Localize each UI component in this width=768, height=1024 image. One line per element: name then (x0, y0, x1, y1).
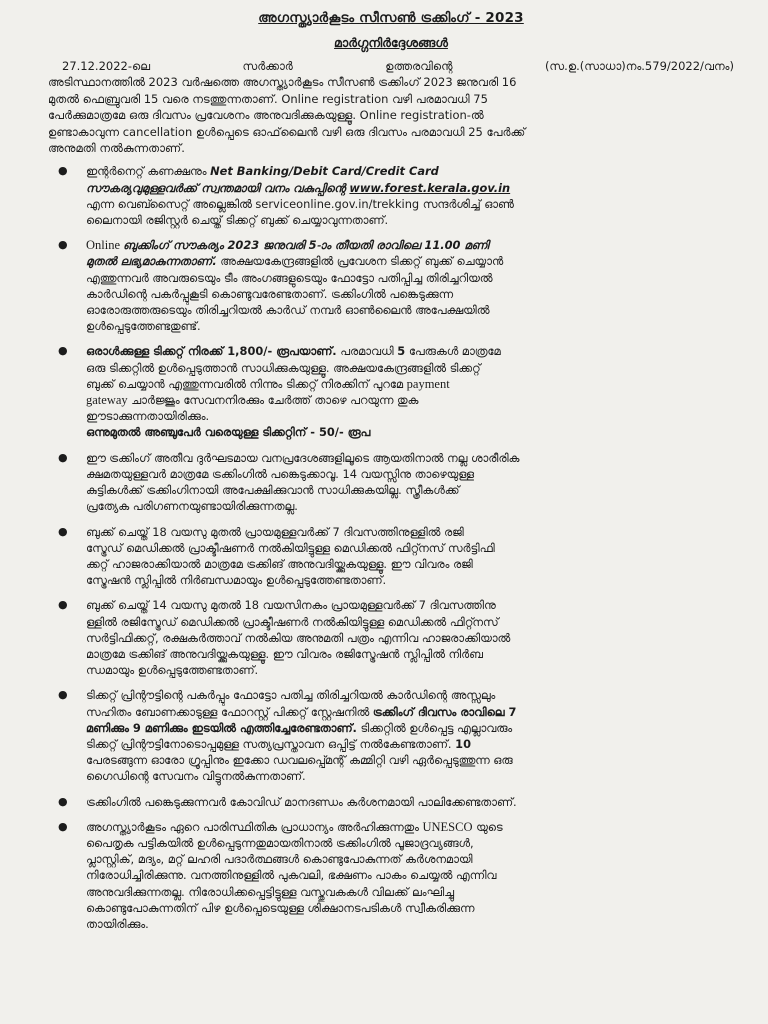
bullet-icon: ● (58, 344, 68, 358)
point-text: സഹിതം ബോണക്കാടുള്ള ഫോറസ്റ്റ് പിക്കറ്റ് സ്റ്റേഷനിൽ (86, 704, 373, 719)
point-line: എത്തുന്നവർ അവരുടെയും ടീം അംഗങ്ങളുടെയും ഫോട്ടോ പതിപ്പിച്ച തിരിച്ചറിയൽ (86, 270, 493, 285)
point-line: സ്ട്രേഡ് മെഡിക്കൽ പ്രാക്ടീഷണർ നൽകിയിട്ടുള്ള മെഡിക്കൽ ഫിറ്റ്നസ് സർട്ടിഫി (86, 540, 495, 555)
point-text: പേരുകൾ മാത്രമേ (405, 344, 501, 359)
point-line: ട്രക്കിംഗിൽ പങ്കെടുക്കുന്നവർ കോവിഡ് മാനദണ്ഡം കർശനമായി പാലിക്കേണ്ടതാണ്. (86, 794, 517, 809)
intro-paragraph (48, 58, 734, 156)
guideline-fitness-18 (48, 524, 734, 589)
bullet-icon: ● (58, 524, 68, 538)
point-text: ടിക്കറ്റിൽ ഉൾപ്പെട്ട എല്ലാവരും (356, 720, 513, 735)
document-subtitle: മാർഗ്ഗനിർദ്ദേശങ്ങൾ (334, 35, 448, 50)
bullet-icon: ● (58, 598, 68, 612)
point-line: നിരോധിച്ചിരിക്കുന്നു. വനത്തിനുള്ളിൽ പുകവലി, ഭക്ഷണം പാകം ചെയ്യൽ എന്നിവ (86, 868, 497, 883)
point-text: യുടെ (472, 819, 503, 834)
point-text: മുതൽ ലഭ്യമാകുന്നതാണ്. (86, 254, 217, 269)
forest-website-link[interactable]: www.forest.kerala.gov.in (349, 180, 511, 195)
point-text: ചാർജ്ജും സേവനനിരക്കും ചേർത്ത് താഴെ പറയുന്ന തുക (127, 393, 419, 408)
document-title: അഗസ്ത്യാർകൂടം സീസൺ ട്രക്കിംഗ് - 2023 (258, 10, 524, 26)
point-line: ഓരോരുത്തരുടെയും തിരിച്ചറിയൽ കാർഡ് നമ്പർ ഓൺലൈൻ അപേക്ഷയിൽ (86, 303, 490, 318)
point-text: ബുക്ക് ചെയ്യാൻ എത്തുന്നവരിൽ നിന്നും ടിക്കറ്റ് നിരക്കിന് പുറമേ (86, 376, 407, 391)
point-line (86, 736, 734, 752)
point-text: ഇന്റർനെറ്റ് കണക്ഷനും (86, 164, 211, 179)
order-date: 27.12.2022-ലെ (62, 59, 151, 73)
service-charge-line: ഒന്നുമുതൽ അഞ്ചുപേർ വരെയുള്ള ടിക്കറ്റിന് - 50/- രൂപ (86, 425, 371, 440)
guideline-unesco (48, 819, 734, 932)
guideline-id-card (48, 687, 734, 784)
point-line (86, 720, 734, 736)
guideline-ticket-rate (48, 343, 734, 440)
intro-line-4: പേർക്കുമാത്രമേ ഒരു ദിവസം പ്രവേശനം അനുവദിക്കുകയുള്ളൂ. Online registration-ൽ (48, 108, 484, 123)
point-line: പ്രത്യേക പരിഗണനയുണ്ടായിരിക്കുന്നതല്ല. (86, 499, 298, 514)
point-line: ഈ ട്രക്കിംഗ് അതീവ ദുർഘടമായ വനപ്രദേശങ്ങളിലൂടെ ആയതിനാൽ നല്ല ശാരീരിക (86, 450, 520, 465)
point-line: ലൈനായി രജിസ്റ്റർ ചെയ്ത് ടിക്കറ്റ് ബുക്ക് ചെയ്യാവുന്നതാണ്. (86, 213, 389, 228)
point-line: എന്ന വെബ്സൈറ്റ് അല്ലെങ്കിൽ serviceonline.gov.in/trekking സന്ദർശിച്ച് ഓൺ (86, 196, 514, 211)
point-line (86, 343, 734, 359)
guideline-covid (48, 794, 734, 810)
ticket-price: ഒരാൾക്കുള്ള ടിക്കറ്റ് നിരക്ക് 1,800/- രൂപയാണ്. (86, 344, 337, 359)
bullet-icon: ● (58, 164, 68, 178)
bullet-icon: ● (58, 238, 68, 252)
guideline-list (48, 163, 734, 932)
point-line: കാർഡിന്റെ പകർപ്പുകൂടി കൊണ്ടുവരേണ്ടതാണ്. ട്രക്കിംഗിൽ പങ്കെടുക്കുന്ന (86, 286, 454, 301)
point-line: സർട്ടിഫിക്കറ്റ്, രക്ഷകർത്താവ് നൽകിയ അനുമതി പത്രം എന്നിവ ഹാജരാക്കിയാൽ (86, 630, 511, 645)
point-line: പ്ലാസ്റ്റിക്, മദ്യം, മറ്റ് ലഹരി പദാർത്ഥങ്ങൾ കൊണ്ടുപോകുന്നത് കർശനമായി (86, 852, 473, 867)
point-line: കൊണ്ടുപോകുന്നതിന് പിഴ ഉൾപ്പെടെയുള്ള ശിക്ഷാനടപടികൾ സ്വീകരിക്കുന്ന (86, 900, 475, 915)
reporting-time: ട്രക്കിംഗ് ദിവസം രാവിലെ 7 (372, 704, 517, 719)
point-text: സൗകര്യവുമുള്ളവർക്ക് സ്വന്തമായി വനം വകുപ്പിന്റെ (86, 180, 350, 195)
payment-methods: Net Banking/Debit Card/Credit Card (210, 164, 439, 179)
unesco-label: UNESCO (422, 819, 473, 834)
point-line: കുട്ടികൾക്ക് ട്രക്കിംഗിനായി അപേക്ഷിക്കുവാൻ സാധിക്കുകയില്ല. സ്ത്രീകൾക്ക് (86, 483, 460, 498)
point-line (86, 253, 734, 269)
bullet-icon: ● (58, 819, 68, 833)
point-line: ടിക്കറ്റ് പ്രിന്റൗട്ടിന്റെ പകർപ്പും ഫോട്ടോ പതിച്ച തിരിച്ചറിയൽ കാർഡിന്റെ അസ്സലും (86, 688, 496, 703)
order-reference: (സ.ഉ.(സാധാ)നം.579/2022/വനം) (544, 59, 734, 73)
intro-line-2: അടിസ്ഥാനത്തിൽ 2023 വർഷത്തെ അഗസ്ത്യാർകൂടം സീസൺ ട്രക്കിംഗ് 2023 ജനുവരി 16 (48, 75, 517, 90)
bullet-icon: ● (58, 688, 68, 702)
point-line: പൈതൃക പട്ടികയിൽ ഉൾപ്പെടുന്നതുമായതിനാൽ ട്രക്കിംഗിൽ പൂജാദ്രവ്യങ്ങൾ, (86, 835, 474, 850)
point-line: ക്ഷമതയുള്ളവർ മാത്രമേ ട്രക്കിംഗിൽ പങ്കെടുക്കാവൂ. 14 വയസ്സിനു താഴെയുള്ള (86, 466, 475, 481)
point-line: ഒരു ടിക്കറ്റിൽ ഉൾപ്പെടുത്താൻ സാധിക്കുകയുള്ളൂ. അക്ഷയകേന്ദ്രങ്ങളിൽ ടിക്കറ്റ് (86, 360, 481, 375)
point-line: ബുക്ക് ചെയ്ത് 18 വയസു മുതൽ പ്രായമുള്ളവർക്ക് 7 ദിവസത്തിനുള്ളിൽ രജി (86, 524, 464, 539)
guideline-internet-booking (48, 163, 734, 228)
max-persons: 5 (397, 344, 406, 359)
point-text: payment (406, 376, 450, 391)
point-line: ഗൈഡിന്റെ സേവനം വിട്ടുനൽകുന്നതാണ്. (86, 769, 306, 784)
guideline-online-booking-date (48, 237, 734, 334)
word-govt: സർക്കാർ (242, 59, 293, 73)
point-line: ന്ധമായും ഉൾപ്പെടുത്തേണ്ടതാണ്. (86, 663, 259, 678)
reporting-time: മണിക്കും 9 മണിക്കും ഇടയിൽ എത്തിച്ചേരേണ്ടതാണ്. (86, 720, 357, 735)
guideline-fitness-14-18 (48, 597, 734, 678)
point-line (86, 237, 734, 253)
point-text: അക്ഷയകേന്ദ്രങ്ങളിൽ പ്രവേശന ടിക്കറ്റ് ബുക്ക് ചെയ്യാൻ (216, 254, 504, 269)
bullet-icon: ● (58, 794, 68, 808)
group-size: 10 (455, 736, 471, 751)
point-text: അഗസ്ത്യാർകൂടം ഏറെ പാരിസ്ഥിതിക പ്രാധാന്യം അർഹിക്കുന്നതും (86, 819, 423, 834)
point-text: gateway (86, 393, 128, 408)
point-line: ഉൾപ്പെടുത്തേണ്ടതുണ്ട്. (86, 319, 201, 334)
point-line (86, 376, 734, 392)
point-line (86, 819, 734, 835)
bullet-icon: ● (58, 450, 68, 464)
guideline-difficulty (48, 450, 734, 515)
intro-line-1 (48, 58, 734, 74)
point-line: മാത്രമേ ട്രക്കിങ് അനുവദിയ്ക്കുകയുള്ളൂ. ഈ വിവരം രജിസ്ട്രേഷൻ സ്ലിപ്പിൽ നിർബ (86, 646, 483, 661)
point-line (86, 392, 734, 408)
point-line: സ്ട്രേഷൻ സ്ലിപ്പിൽ നിർബന്ധമായും ഉൾപ്പെടുത്തേണ്ടതാണ്. (86, 573, 387, 588)
intro-line-5: ഉണ്ടാകാവുന്ന cancellation ഉൾപ്പെടെ ഓഫ്‌ലൈൻ വഴി ഒരു ദിവസം പരമാവധി 25 പേർക്ക് (48, 124, 526, 139)
booking-start-date: ബുക്കിംഗ് സൗകര്യം 2023 ജനുവരി 5-ാം തീയതി രാവിലെ 11.00 മണി (123, 238, 489, 253)
point-line: ബുക്ക് ചെയ്ത് 14 വയസു മുതൽ 18 വയസിനകം പ്രായമുള്ളവർക്ക് 7 ദിവസത്തിനു (86, 598, 496, 613)
point-line (86, 180, 734, 196)
point-line: അനുവദിക്കുന്നതല്ല. നിരോധിക്കപ്പെട്ടിട്ടുള്ള വസ്തുവകകൾ വിലക്ക് ലംഘിച്ചു (86, 884, 455, 899)
point-line: ക്കറ്റ് ഹാജരാക്കിയാൽ മാത്രമേ ട്രക്കിങ് അനുവദിയ്ക്കുകയുള്ളൂ. ഈ വിവരം രജി (86, 556, 473, 571)
point-line: ഈടാക്കുന്നതായിരിക്കും. (86, 409, 210, 424)
point-text: ടിക്കറ്റ് പ്രിന്റൗട്ടിനോടൊപ്പമുള്ള സത്യപ്രസ്താവന ഒപ്പിട്ട് നൽകേണ്ടതാണ്. (86, 736, 456, 751)
point-text: പരമാവധി (336, 344, 398, 359)
intro-line-3: മുതൽ ഫെബ്രുവരി 15 വരെ നടത്തുന്നതാണ്. Online registration വഴി പരമാവധി 75 (48, 91, 488, 106)
point-line (86, 704, 734, 720)
intro-line-6: അനുമതി നൽകുന്നതാണ്. (48, 141, 185, 156)
point-line: തായിരിക്കും. (86, 916, 149, 931)
word-order: ഉത്തരവിന്റെ (385, 59, 453, 73)
point-text: Online (86, 238, 124, 253)
point-line: ള്ളിൽ രജിസ്ട്രേഡ് മെഡിക്കൽ പ്രാക്ടീഷണർ നൽകിയിട്ടുള്ള മെഡിക്കൽ ഫിറ്റ്നസ് (86, 614, 499, 629)
point-line: പേരടങ്ങുന്ന ഓരോ ഗ്രൂപ്പിനും ഇക്കോ ഡവലപ്പ്മെന്റ് കമ്മിറ്റി വഴി ഏർപ്പെടുത്തുന്ന ഒരു (86, 753, 513, 768)
point-line (86, 163, 734, 179)
